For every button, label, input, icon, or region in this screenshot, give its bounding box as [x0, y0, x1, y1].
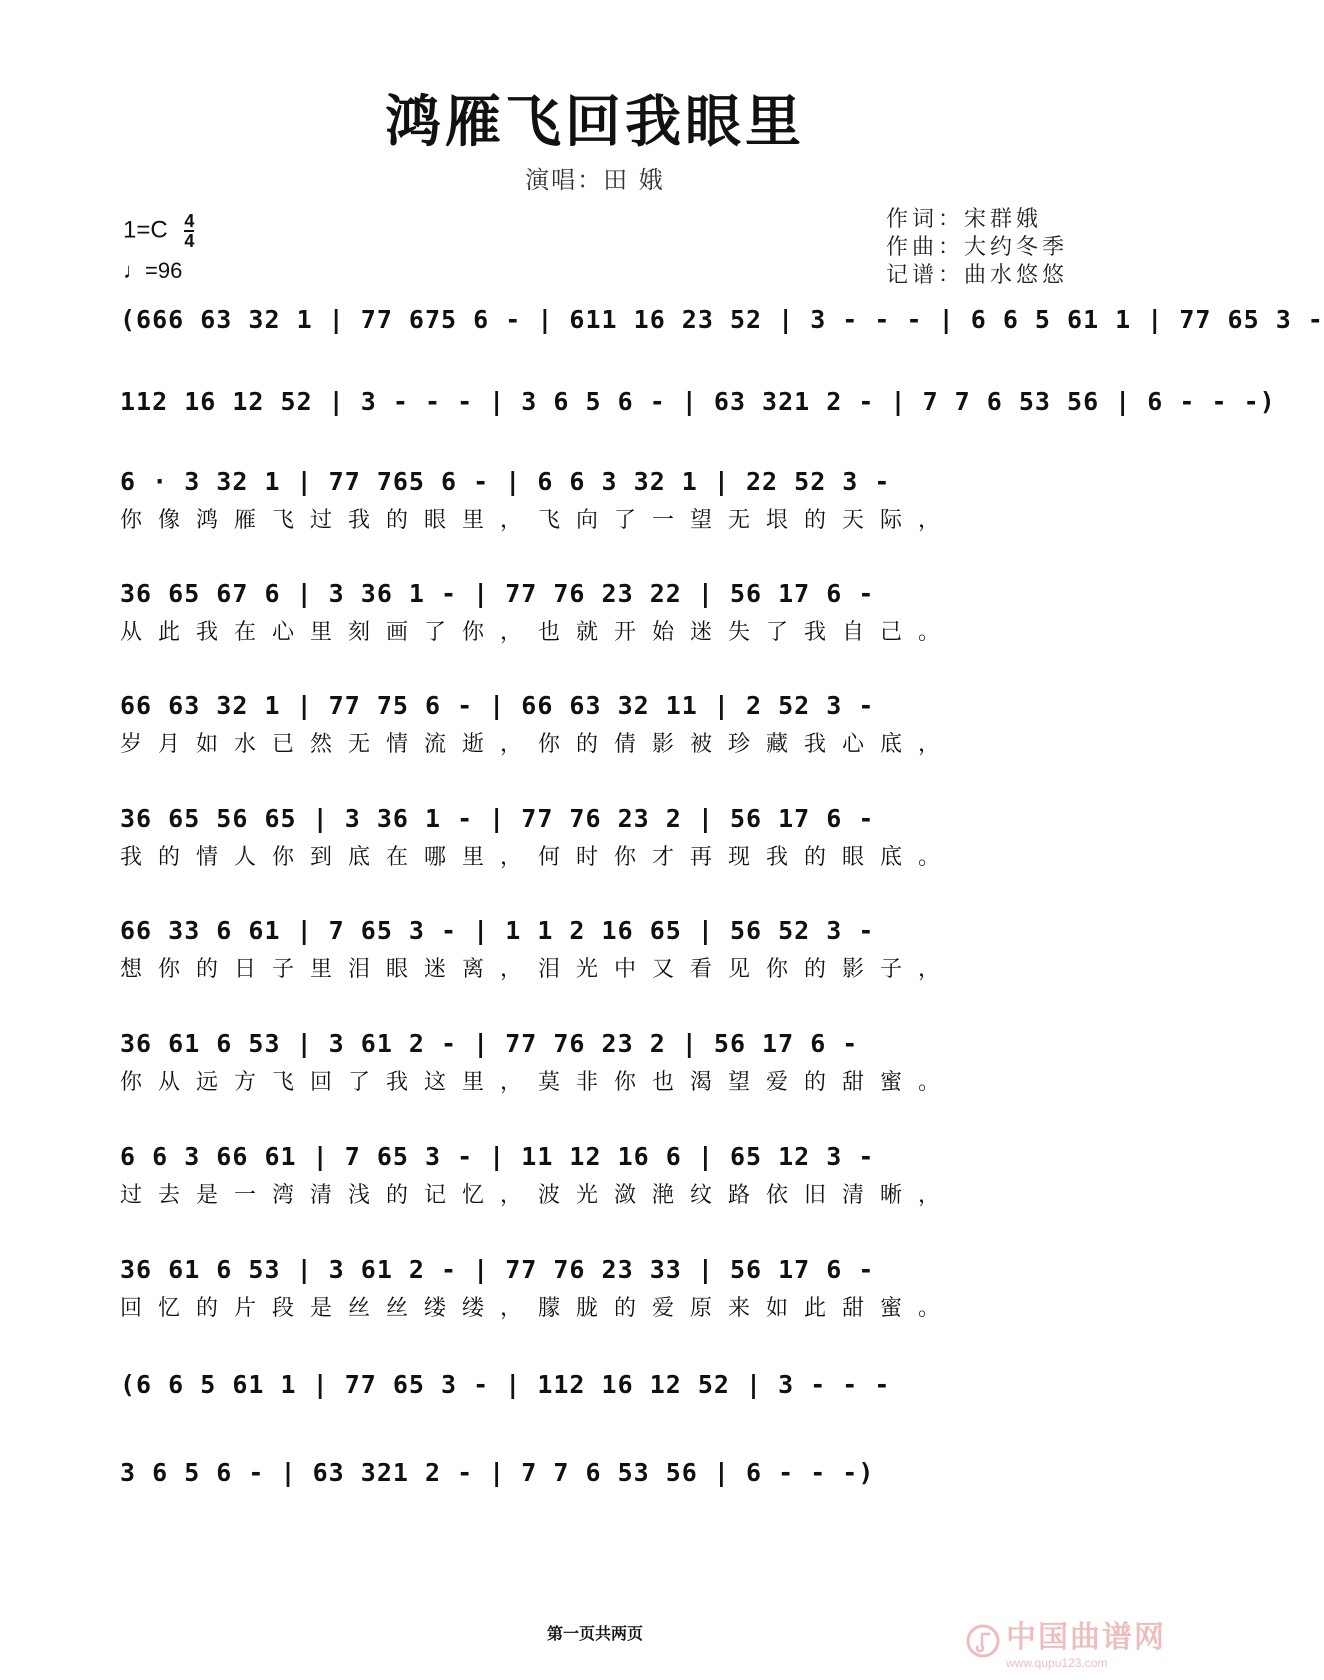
notation-line: (6 6 5 61 1 | 77 65 3 - | 112 16 12 52 | 3 - - -: [120, 1370, 891, 1399]
score-system: [120, 1453, 1082, 1529]
composer-credit: 作曲：大约冬季: [886, 235, 1069, 260]
score-system: [120, 1024, 1082, 1100]
notation-line: 36 65 67 6 | 3 36 1 - | 77 76 23 22 | 56 17 6 -: [120, 579, 875, 608]
transcriber-credit: 记谱：曲水悠悠: [886, 263, 1069, 288]
score-title: 鸿雁飞回我眼里: [385, 89, 805, 155]
lyricist-credit: 作词：宋群娥: [886, 207, 1043, 232]
watermark-name: 中国曲谱网: [1006, 1620, 1166, 1655]
lyrics-line: [120, 424, 1082, 458]
score-system: [120, 300, 1324, 376]
music-note-icon: [966, 1624, 1000, 1658]
tempo-marking: ♩=96: [123, 258, 183, 283]
score-system: [120, 1250, 1082, 1326]
notation-line: 36 65 56 65 | 3 36 1 - | 77 76 23 2 | 56 17 6 -: [120, 804, 875, 833]
page-footer: 第一页共两页: [546, 1624, 643, 1643]
key-label: 1=C: [123, 216, 168, 244]
time-signature: [184, 212, 194, 250]
key-signature: [123, 212, 194, 250]
lyrics-line: 你像鸿雁飞过我的眼里，飞向了一望无垠的天际，: [120, 508, 957, 533]
lyrics-line: [120, 342, 1082, 376]
score-system: [120, 462, 1082, 538]
notation-line: 66 33 6 61 | 7 65 3 - | 1 1 2 16 65 | 56 52 3 -: [120, 916, 875, 945]
singer-line: 演唱：田 娥: [525, 166, 665, 194]
notation-line: 36 61 6 53 | 3 61 2 - | 77 76 23 2 | 56 17 6 -: [120, 1029, 859, 1058]
lyrics-line: 想你的日子里泪眼迷离，泪光中又看见你的影子，: [120, 957, 957, 982]
notation-line: (666 63 32 1 | 77 675 6 - | 611 16 23 52 | 3 - - - | 6 6 5 61 1 | 77 65 3 -: [120, 305, 1324, 334]
score-system: [120, 574, 1082, 650]
notation-line: 6 · 3 32 1 | 77 765 6 - | 6 6 3 32 1 | 22 52 3 -: [120, 467, 891, 496]
lyrics-line: 我的情人你到底在哪里，何时你才再现我的眼底。: [120, 845, 957, 870]
time-signature-numerator: 4: [184, 211, 195, 231]
lyrics-line: 回忆的片段是丝丝缕缕，朦胧的爱原来如此甜蜜。: [120, 1296, 957, 1321]
lyrics-line: [120, 1495, 1082, 1529]
lyrics-line: 岁月如水已然无情流逝，你的倩影被珍藏我心底，: [120, 732, 957, 757]
credits-block: [886, 206, 1068, 290]
score-system: [120, 799, 1082, 875]
score-system: [120, 1137, 1082, 1213]
score-system: [120, 686, 1082, 762]
lyrics-line: 过去是一湾清浅的记忆，波光潋滟纹路依旧清晰，: [120, 1183, 957, 1208]
notation-line: 112 16 12 52 | 3 - - - | 3 6 5 6 - | 63 321 2 - | 7 7 6 53 56 | 6 - - -): [120, 387, 1276, 416]
lyrics-line: [120, 1407, 1082, 1441]
lyrics-line: 从此我在心里刻画了你，也就开始迷失了我自己。: [120, 620, 957, 645]
lyrics-line: 你从远方飞回了我这里，莫非你也渴望爱的甜蜜。: [120, 1070, 957, 1095]
notation-line: 36 61 6 53 | 3 61 2 - | 77 76 23 33 | 56 17 6 -: [120, 1255, 875, 1284]
score-system: [120, 382, 1276, 458]
watermark-logo: [966, 1612, 1166, 1670]
time-signature-denominator: 4: [184, 231, 195, 251]
score-system: [120, 1365, 1082, 1441]
notation-line: 6 6 3 66 61 | 7 65 3 - | 11 12 16 6 | 65 12 3 -: [120, 1142, 875, 1171]
notation-line: 66 63 32 1 | 77 75 6 - | 66 63 32 11 | 2 52 3 -: [120, 691, 875, 720]
notation-line: 3 6 5 6 - | 63 321 2 - | 7 7 6 53 56 | 6 - - -): [120, 1458, 875, 1487]
watermark-url: www.qupu123.com: [1006, 1656, 1108, 1670]
score-system: [120, 911, 1082, 987]
watermark-text: [1006, 1612, 1166, 1670]
